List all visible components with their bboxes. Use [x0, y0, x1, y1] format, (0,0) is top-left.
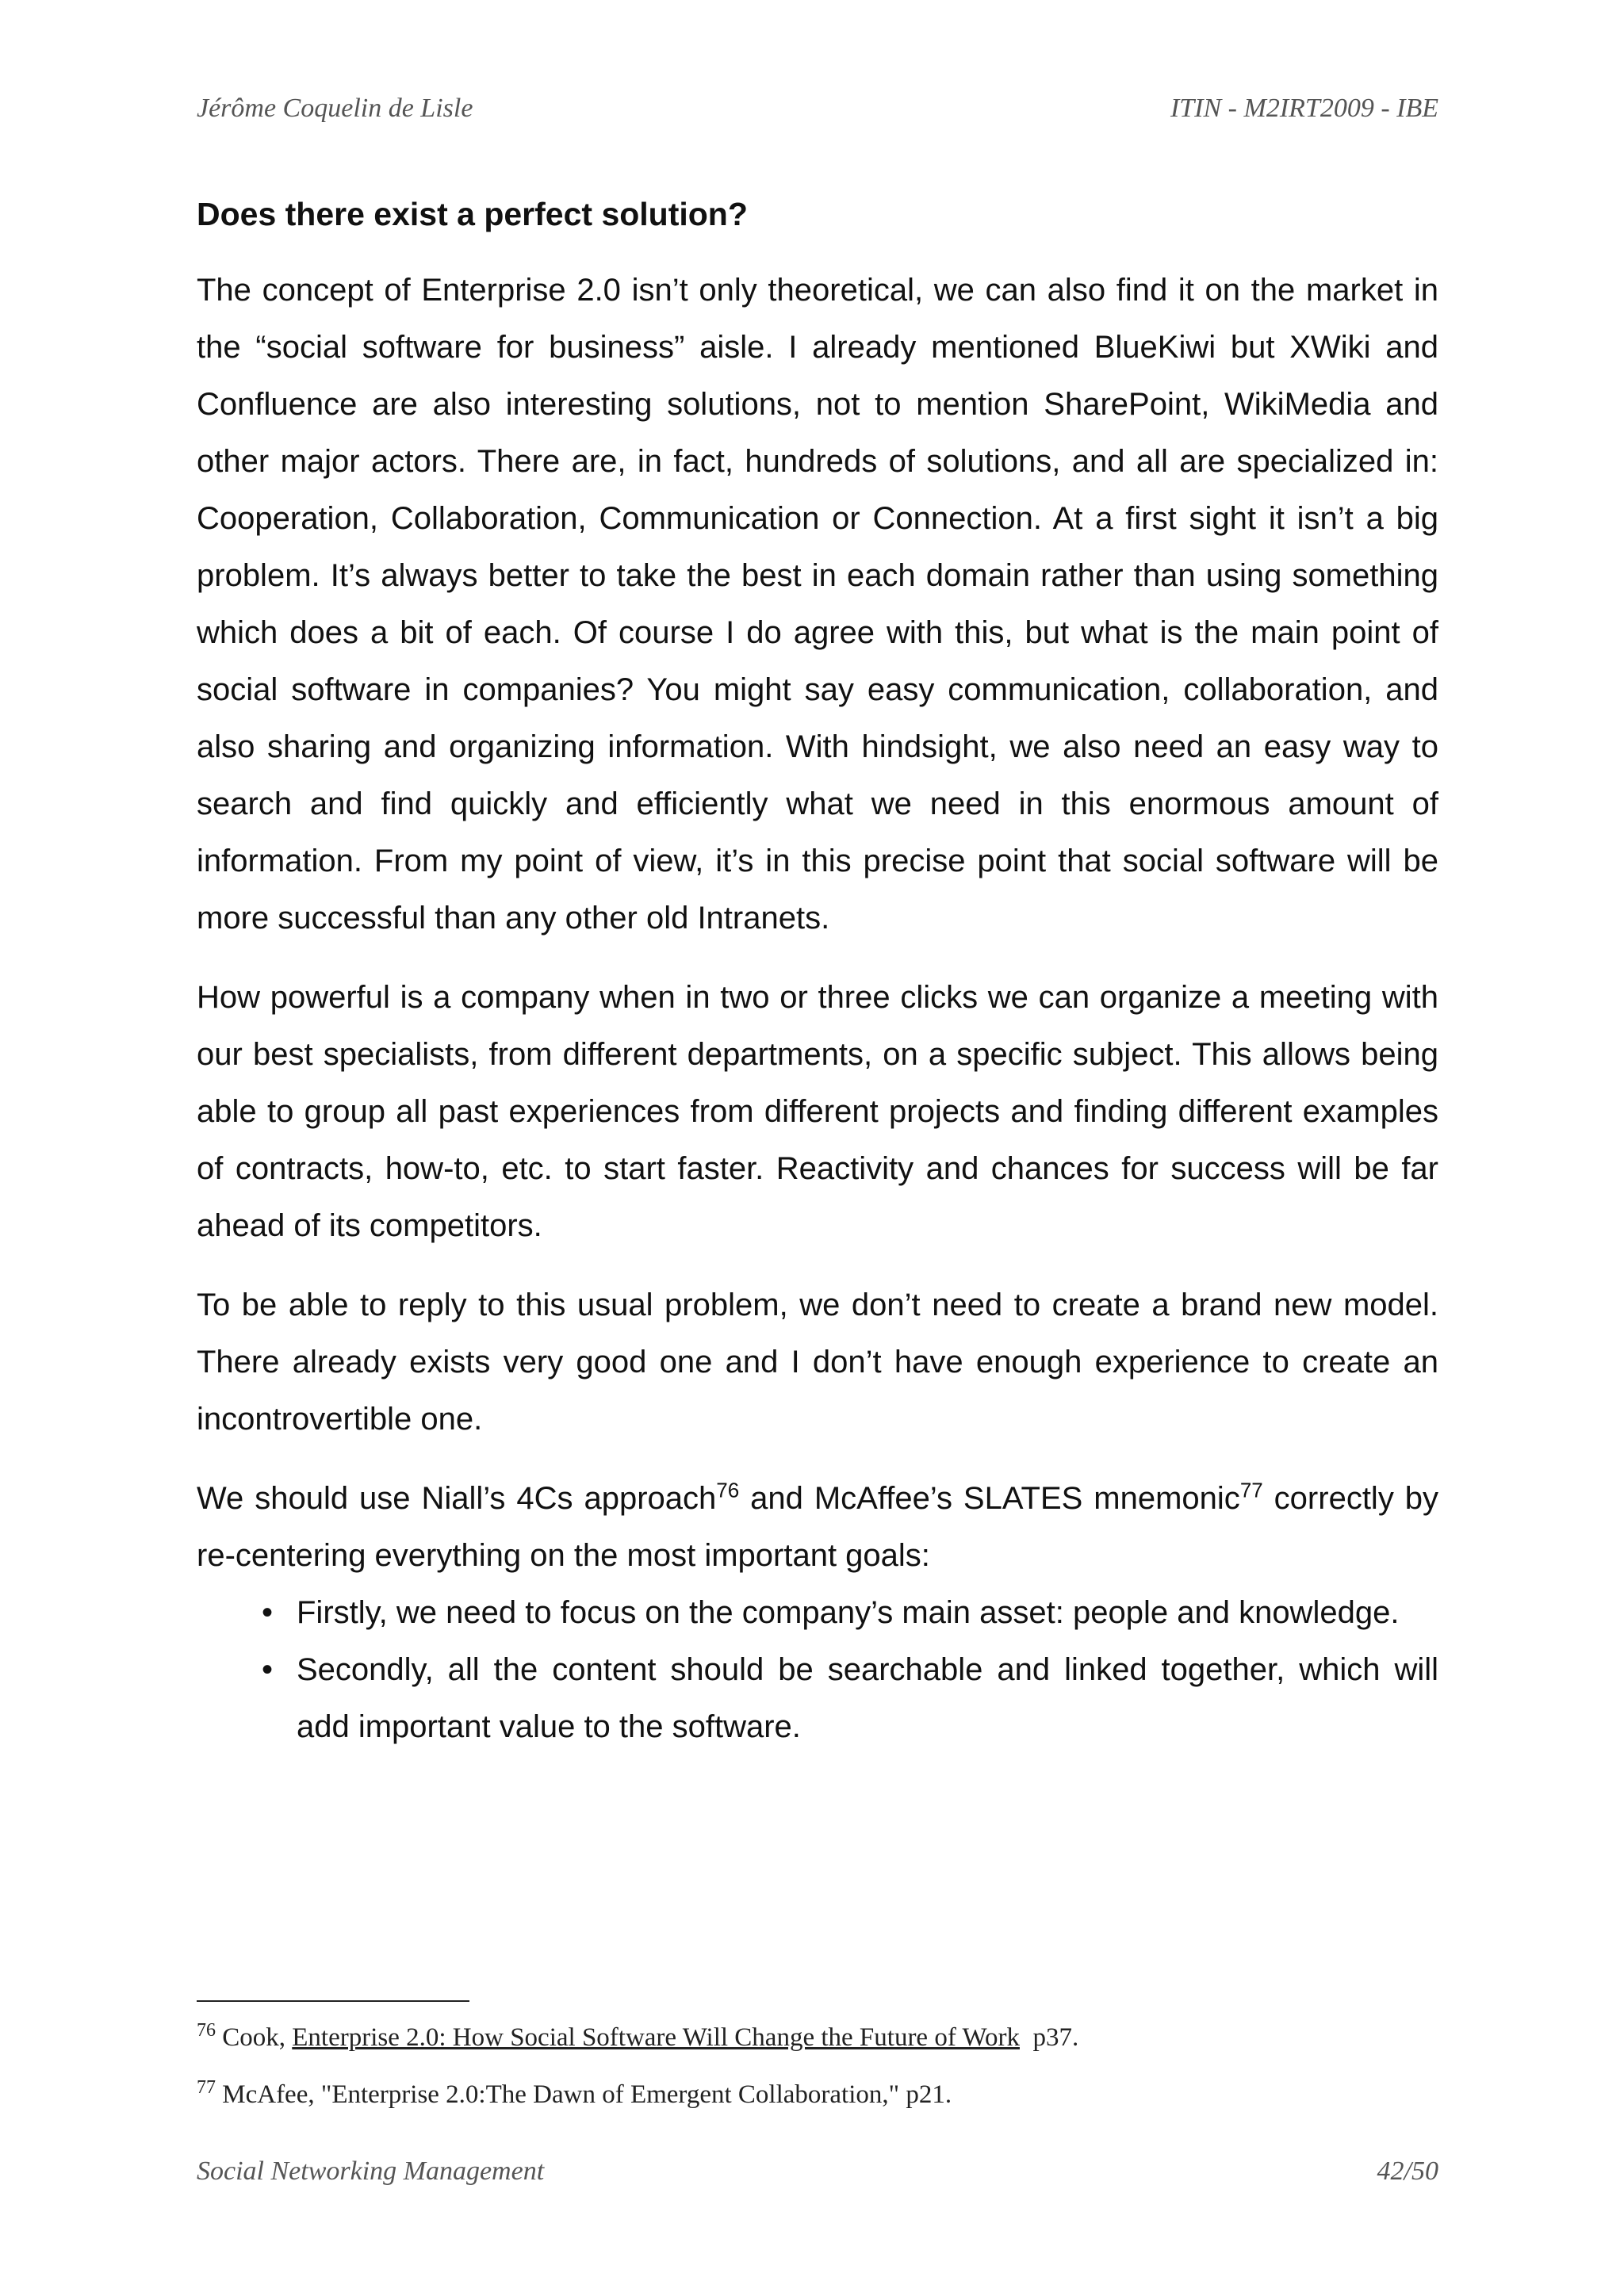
footnote-text: McAfee, "Enterprise 2.0:The Dawn of Emergent Collaboration," p21.: [216, 2080, 952, 2109]
footnote-title-link[interactable]: Enterprise 2.0: How Social Software Will Change the Future of Work: [292, 2023, 1020, 2052]
list-item-text: Firstly, we need to focus on the company’s main asset: people and knowledge.: [297, 1595, 1400, 1630]
footnote-76: [197, 2020, 1438, 2055]
footer-title: Social Networking Management: [197, 2156, 545, 2186]
footnote-number: 76: [197, 2020, 216, 2041]
paragraph-1: The concept of Enterprise 2.0 isn’t only theoretical, we can also find it on the market in the “social software for business” aisle. I already mentioned BlueKiwi but XWiki and Confluence are also interesting solutions, not to mention SharePoint, WikiMedia and other major actors. There are, in fact, hundreds of solutions, and all are specialized in: Cooperation, Collaboration, Communication or Connection. At a first sight it isn’t a big problem. It’s always better to take the best in each domain rather than using something which does a bit of each. Of course I do agree with this, but what is the main point of social software in companies? You might say easy communication, collaboration, and also sharing and organizing information. With hindsight, we also need an easy way to search and find quickly and efficiently what we need in this enormous amount of information. From my point of view, it’s in this precise point that social software will be more successful than any other old Intranets.: [197, 273, 1438, 936]
footnote-ref-76[interactable]: 76: [716, 1478, 740, 1502]
page-number: 42/50: [1377, 2156, 1438, 2186]
footnote-number: 77: [197, 2077, 216, 2098]
paragraph-4-text-c: correctly by re-centering everything on the most important goals:: [197, 1481, 1439, 1573]
bullet-icon: •: [262, 1595, 274, 1630]
header-author: Jérôme Coquelin de Lisle: [197, 94, 473, 123]
paragraph-2: How powerful is a company when in two or three clicks we can organize a meeting with our best specialists, from different departments, on a specific subject. This allows being able to group all past experiences from different projects and finding different examples of contracts, how-to, etc. to start faster. Reactivity and chances for success will be far ahead of its competitors.: [197, 980, 1438, 1243]
header-course: ITIN - M2IRT2009 - IBE: [1170, 94, 1438, 123]
footnotes: [197, 2020, 1438, 2134]
goals-list: [197, 1584, 1438, 1755]
section-heading: Does there exist a perfect solution?: [197, 196, 748, 232]
footnote-77: [197, 2077, 1438, 2112]
paragraph-3: To be able to reply to this usual problem, we don’t need to create a brand new model. There already exists very good one and I don’t have enough experience to create an incontrovertible one.: [197, 1288, 1438, 1437]
list-item: [262, 1641, 1438, 1755]
footnote-ref-77[interactable]: 77: [1239, 1478, 1263, 1502]
footnote-divider: [197, 2000, 469, 2002]
page-header: [197, 94, 1438, 124]
footnote-page: p37.: [1019, 2023, 1079, 2052]
paragraph-4-text-b: and McAffee’s SLATES mnemonic: [739, 1481, 1240, 1516]
page-body: [197, 189, 1438, 1755]
paragraph-4-text-a: We should use Niall’s 4Cs approach: [197, 1481, 717, 1516]
list-item: [262, 1584, 1438, 1641]
page-footer: [197, 2156, 1438, 2187]
paragraph-4: [197, 1470, 1438, 1584]
footnote-author: Cook,: [216, 2023, 293, 2052]
list-item-text: Secondly, all the content should be searchable and linked together, which will add important value to the software.: [297, 1652, 1438, 1744]
bullet-icon: •: [262, 1652, 274, 1687]
